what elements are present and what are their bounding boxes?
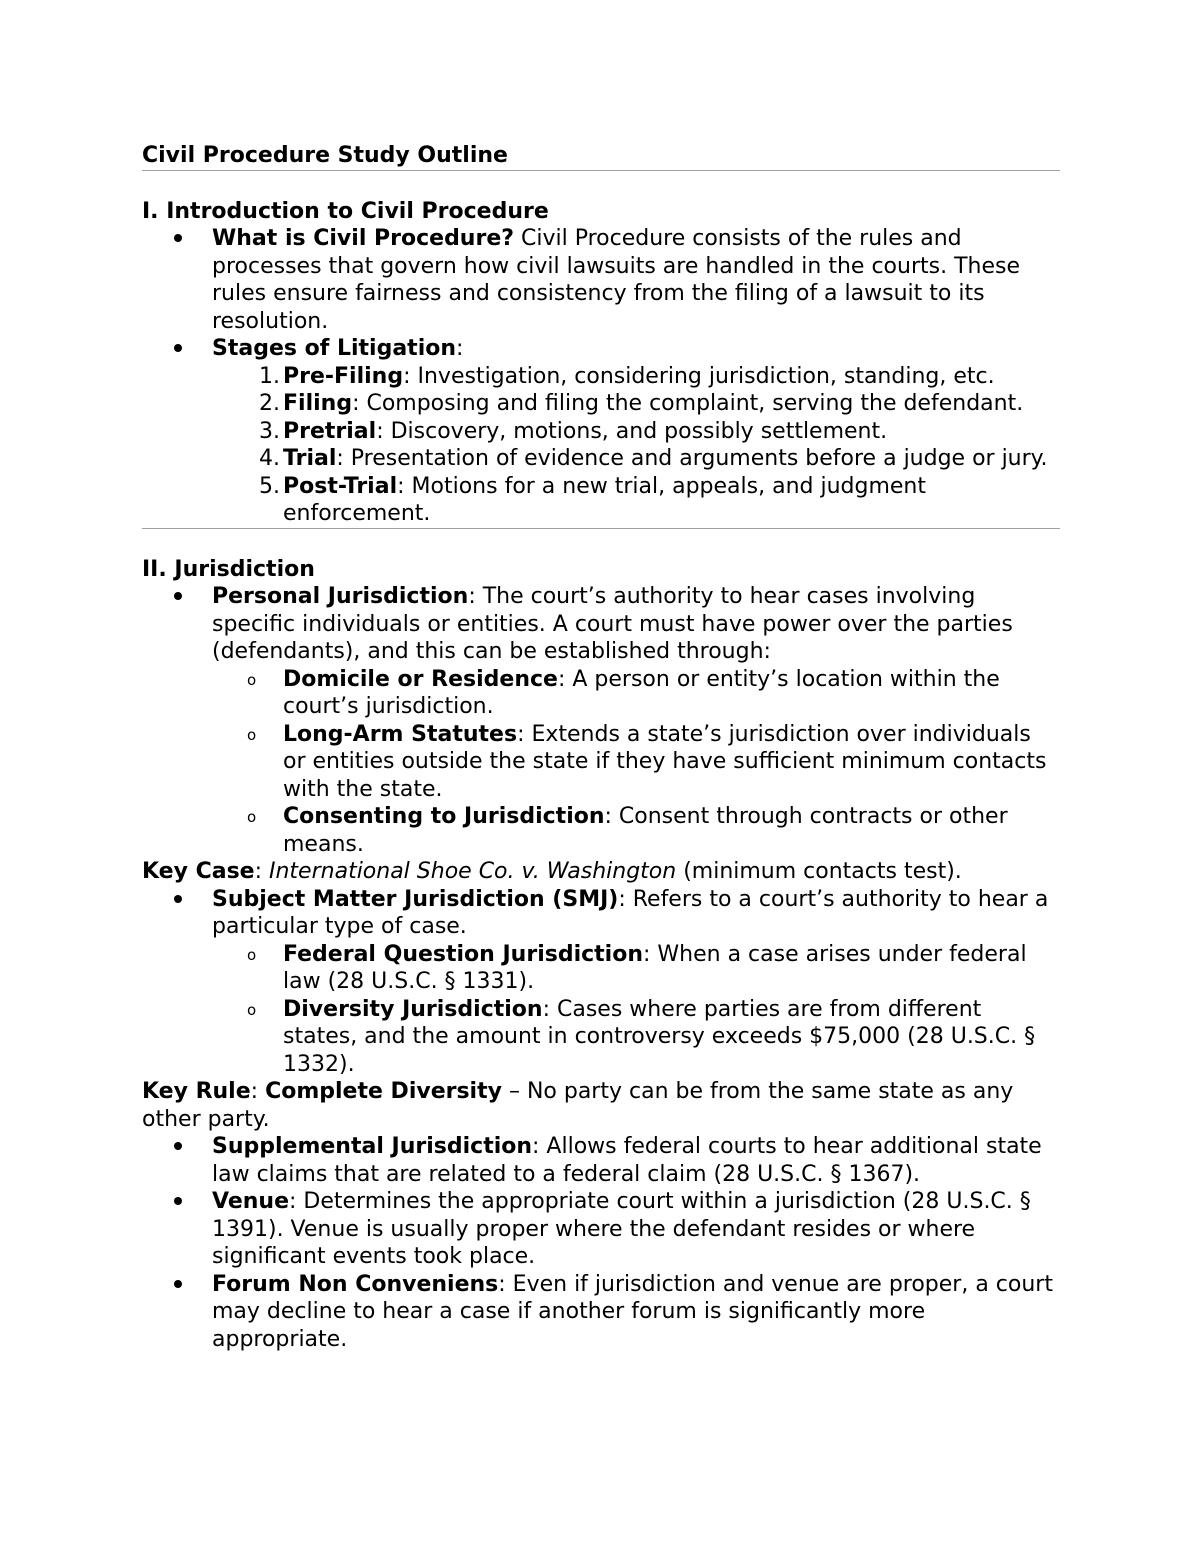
list-item-stages-of-litigation: Stages of Litigation: 1. Pre-Filing: Investigation, considering jurisdiction, standing, etc. 2. Filing: Composing and filing the complaint, serving the defendant. 3. Pretrial: Discovery, motions, and possibly settlement. 4. Trial: Presentation of evidence and arguments before a judge or jury. 5. Post-Trial: Motions for a new trial, appeals, and judgment enforcement.	[142, 335, 1060, 528]
bullet-icon	[174, 886, 194, 914]
section-heading-jurisdiction: II. Jurisdiction	[142, 556, 315, 582]
stages-numbered-list	[212, 363, 1060, 528]
sub-list-item: o Federal Question Jurisdiction: When a case arises under federal law (28 U.S.C. § 1331).	[247, 941, 1027, 994]
smj-bullet-list	[142, 886, 1060, 1079]
list-item-forum-non-conveniens: Forum Non Conveniens: Even if jurisdiction and venue are proper, a court may decline to hear a case if another forum is significantly more appropriate.	[142, 1271, 1060, 1354]
circle-bullet-icon: o	[247, 725, 257, 744]
stage-item: 5. Post-Trial: Motions for a new trial, appeals, and judgment enforcement.	[259, 473, 927, 526]
circle-bullet-icon: o	[247, 808, 257, 826]
sub-list-item: o Consenting to Jurisdiction: Consent through contracts or other means.	[247, 804, 1008, 857]
jurisdiction-bullet-list	[142, 583, 1060, 858]
list-item-supplemental-jurisdiction: Supplemental Jurisdiction: Allows federal courts to hear additional state law claims that are related to a federal claim (28 U.S.C. § 1367).	[142, 1133, 1060, 1188]
bullet-icon	[174, 1133, 194, 1161]
circle-bullet-icon: o	[247, 1000, 257, 1019]
divider	[142, 170, 1060, 171]
bullet-icon	[174, 1271, 194, 1299]
list-item-what-is-civil-procedure: What is Civil Procedure? Civil Procedure consists of the rules and processes that govern how civil lawsuits are handled in the courts. These rules ensure fairness and consistency from the filing of a lawsuit to its resolution.	[142, 225, 1060, 335]
sub-list-item: o Domicile or Residence: A person or entity’s location within the court’s jurisdiction.	[247, 666, 1000, 719]
list-item-personal-jurisdiction: Personal Jurisdiction: The court’s authority to hear cases involving specific individuals or entities. A court must have power over the parties (defendants), and this can be established through: o Domicile or Residence: A person or entity’s location within the court’s jurisdiction. o Long-Arm Statutes: Extends a state’s jurisdiction over individuals or entities outside the state if they have sufficient minimum contacts with the state. o Consenting to Jurisdiction: Consent through contracts or other means.	[142, 583, 1060, 858]
stage-item: 3. Pretrial: Discovery, motions, and possibly settlement.	[259, 418, 888, 444]
bullet-icon	[174, 335, 194, 363]
key-case-note: Key Case: International Shoe Co. v. Washington (minimum contacts test).	[142, 859, 962, 884]
intro-bullet-list	[142, 225, 1060, 528]
circle-bullet-icon: o	[247, 670, 257, 689]
personal-jurisdiction-sublist	[212, 666, 1060, 859]
sub-list-item: o Diversity Jurisdiction: Cases where parties are from different states, and the amount in controversy exceeds $75,000 (28 U.S.C. § 1332).	[247, 996, 1036, 1077]
divider	[142, 528, 1060, 529]
list-item-subject-matter-jurisdiction: Subject Matter Jurisdiction (SMJ): Refers to a court’s authority to hear a particular type of case. o Federal Question Jurisdiction: When a case arises under federal law (28 U.S.C. § 1331). o Diversity Jurisdiction: Cases where parties are from different states, and the amount in controversy exceeds $75,000 (28 U.S.C. § 1332).	[142, 886, 1060, 1079]
bullet-icon	[174, 583, 194, 611]
document-body	[142, 142, 1060, 1353]
sub-list-item: o Long-Arm Statutes: Extends a state’s jurisdiction over individuals or entities outside the state if they have sufficient minimum contacts with the state.	[247, 721, 1047, 802]
list-item-venue: Venue: Determines the appropriate court within a jurisdiction (28 U.S.C. § 1391). Venue is usually proper where the defendant resides or where significant events took place.	[142, 1188, 1060, 1271]
key-rule-note: Key Rule: Complete Diversity – No party can be from the same state as any other party.	[142, 1079, 1014, 1132]
stage-item: 4. Trial: Presentation of evidence and arguments before a judge or jury.	[259, 446, 1048, 471]
smj-sublist	[212, 941, 1060, 1079]
stage-item: 2. Filing: Composing and filing the complaint, serving the defendant.	[259, 391, 1024, 416]
bullet-icon	[174, 1188, 194, 1216]
document-title: Civil Procedure Study Outline	[142, 143, 508, 168]
stage-item: 1. Pre-Filing: Investigation, considering jurisdiction, standing, etc.	[259, 363, 995, 389]
bullet-icon	[174, 225, 194, 253]
circle-bullet-icon: o	[247, 945, 257, 964]
more-jurisdiction-bullet-list	[142, 1133, 1060, 1353]
section-heading-introduction: I. Introduction to Civil Procedure	[142, 198, 549, 224]
